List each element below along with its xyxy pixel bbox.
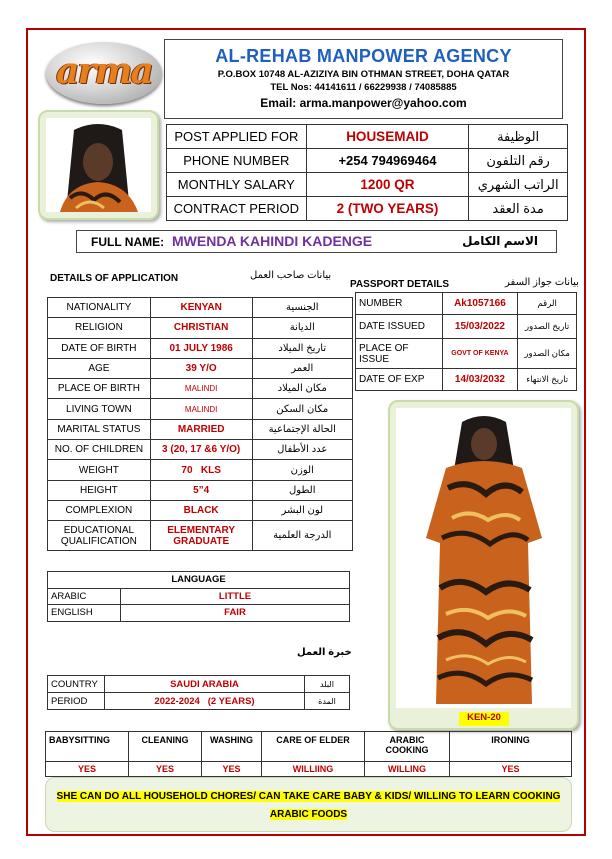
nationality-value: KENYAN [150, 298, 252, 318]
country-value: SAUDI ARABIA [105, 676, 305, 693]
application-title: DETAILS OF APPLICATION [50, 273, 179, 284]
salary-value: 1200 QR [306, 173, 469, 197]
phone-value: +254 794969464 [306, 149, 469, 173]
agency-address: P.O.BOX 10748 AL-AZIZIYA BIN OTHMAN STREET, DOHA QATAR [217, 69, 510, 80]
height-arabic: الطول [252, 480, 352, 500]
post-value: HOUSEMAID [306, 125, 469, 149]
age-value: 39 Y/O [150, 358, 252, 378]
dob-arabic: تاريخ الميلاد [252, 338, 352, 358]
phone-label: PHONE NUMBER [167, 149, 307, 173]
table-row [356, 293, 577, 315]
job-info-table [166, 124, 568, 221]
english-value: FAIR [121, 605, 350, 622]
passport-number-value: Ak1057166 [442, 293, 518, 315]
passport-exp-arabic: تاريخ الانتهاء [518, 369, 577, 391]
table-row [48, 440, 353, 460]
arabic-value: LITTLE [121, 588, 350, 605]
note-box [45, 777, 572, 832]
table-row [356, 369, 577, 391]
skills-table [45, 731, 572, 777]
marital-value: MARRIED [150, 419, 252, 439]
education-arabic: الدرجة العلمية [252, 521, 352, 551]
table-row [48, 500, 353, 520]
birthplace-label: PLACE OF BIRTH [48, 379, 151, 399]
table-row [48, 358, 353, 378]
passport-number-label: NUMBER [356, 293, 443, 315]
agency-name: AL-REHAB MANPOWER AGENCY [215, 46, 512, 66]
agency-logo [46, 42, 162, 104]
full-body-photo-frame [388, 400, 579, 730]
children-arabic: عدد الأطفال [252, 440, 352, 460]
religion-arabic: الديانة [252, 318, 352, 338]
table-row [48, 399, 353, 419]
weight-value: 70 KLS [150, 460, 252, 480]
complexion-value: BLACK [150, 500, 252, 520]
agency-email: Email: arma.manpower@yahoo.com [260, 96, 467, 110]
table-row [356, 339, 577, 369]
nationality-label: NATIONALITY [48, 298, 151, 318]
weight-arabic: الوزن [252, 460, 352, 480]
arabic-label: ARABIC [48, 588, 121, 605]
full-name-arabic: الاسم الكامل [462, 234, 538, 248]
table-row [48, 693, 350, 710]
skill-header-ironing: IRONING [450, 732, 572, 762]
table-row [48, 588, 350, 605]
education-value: ELEMENTARY GRADUATE [150, 521, 252, 551]
passport-exp-label: DATE OF EXP [356, 369, 443, 391]
table-row [356, 315, 577, 339]
skill-header-cleaning: CLEANING [129, 732, 202, 762]
passport-issued-arabic: تاريخ الصدور [518, 315, 577, 339]
living-town-label: LIVING TOWN [48, 399, 151, 419]
table-row [48, 318, 353, 338]
passport-issued-value: 15/03/2022 [442, 315, 518, 339]
table-row [48, 338, 353, 358]
contract-value: 2 (TWO YEARS) [306, 197, 469, 221]
country-label: COUNTRY [48, 676, 105, 693]
english-label: ENGLISH [48, 605, 121, 622]
religion-value: CHRISTIAN [150, 318, 252, 338]
table-row [46, 732, 572, 762]
passport-exp-value: 14/03/2032 [442, 369, 518, 391]
table-row [167, 173, 568, 197]
photo-code: KEN-20 [459, 712, 509, 726]
full-name-value: MWENDA KAHINDI KADENGE [172, 233, 373, 249]
table-row [48, 460, 353, 480]
portrait-image [46, 118, 151, 212]
weight-label: WEIGHT [48, 460, 151, 480]
passport-place-label: PLACE OF ISSUE [356, 339, 443, 369]
phone-arabic: رقم التلفون [469, 149, 568, 173]
post-label: POST APPLIED FOR [167, 125, 307, 149]
nationality-arabic: الجنسية [252, 298, 352, 318]
experience-title-arabic: خبرة العمل [297, 647, 352, 658]
table-row [48, 521, 353, 551]
experience-table [47, 675, 350, 710]
skill-value-care-of-elder: WILLIING [262, 762, 365, 777]
table-row [46, 762, 572, 777]
full-name-bar [76, 230, 557, 253]
dob-value: 01 JULY 1986 [150, 338, 252, 358]
skill-value-ironing: YES [450, 762, 572, 777]
table-row [48, 379, 353, 399]
passport-place-value: GOVT OF KENYA [442, 339, 518, 369]
table-row [167, 125, 568, 149]
period-value: 2022-2024 (2 YEARS) [105, 693, 305, 710]
note-text: SHE CAN DO ALL HOUSEHOLD CHORES/ CAN TAKE CARE BABY & KIDS/ WILLING TO LEARN COOKING ARABIC FOODS [56, 791, 561, 820]
skill-value-cleaning: YES [129, 762, 202, 777]
table-row [167, 197, 568, 221]
period-arabic: المدة [305, 693, 350, 710]
full-body-image [396, 408, 571, 708]
dob-label: DATE OF BIRTH [48, 338, 151, 358]
application-title-arabic: بيانات صاحب العمل [250, 270, 332, 281]
contract-arabic: مدة العقد [469, 197, 568, 221]
salary-arabic: الراتب الشهري [469, 173, 568, 197]
application-table [47, 297, 353, 551]
post-arabic: الوظيفة [469, 125, 568, 149]
complexion-arabic: لون البشر [252, 500, 352, 520]
age-label: AGE [48, 358, 151, 378]
table-row [48, 572, 350, 589]
full-body-photo [396, 408, 571, 708]
language-table [47, 571, 350, 622]
table-row [48, 419, 353, 439]
children-value: 3 (20, 17 &6 Y/O) [150, 440, 252, 460]
complexion-label: COMPLEXION [48, 500, 151, 520]
full-name-label: FULL NAME: [91, 235, 165, 249]
skill-value-arabic-cooking: WILLING [365, 762, 450, 777]
children-label: NO. OF CHILDREN [48, 440, 151, 460]
passport-table [355, 292, 577, 391]
birthplace-arabic: مكان الميلاد [252, 379, 352, 399]
logo-text: arma [56, 50, 152, 92]
skill-value-washing: YES [202, 762, 262, 777]
table-row [48, 298, 353, 318]
skill-header-arabic-cooking: ARABIC COOKING [365, 732, 450, 762]
contract-label: CONTRACT PERIOD [167, 197, 307, 221]
table-row [167, 149, 568, 173]
skill-header-babysitting: BABYSITTING [46, 732, 129, 762]
salary-label: MONTHLY SALARY [167, 173, 307, 197]
language-title: LANGUAGE [48, 572, 350, 589]
age-arabic: العمر [252, 358, 352, 378]
skill-header-washing: WASHING [202, 732, 262, 762]
portrait-photo [46, 118, 151, 212]
passport-title-arabic: بيانات جواز السفر [505, 277, 579, 288]
passport-issued-label: DATE ISSUED [356, 315, 443, 339]
religion-label: RELIGION [48, 318, 151, 338]
agency-header [164, 39, 563, 119]
marital-label: MARITAL STATUS [48, 419, 151, 439]
table-row [48, 676, 350, 693]
living-town-arabic: مكان السكن [252, 399, 352, 419]
skill-value-babysitting: YES [46, 762, 129, 777]
birthplace-value: MALINDI [150, 379, 252, 399]
table-row [48, 480, 353, 500]
height-value: 5”4 [150, 480, 252, 500]
period-label: PERIOD [48, 693, 105, 710]
country-arabic: البلد [305, 676, 350, 693]
education-label: EDUCATIONAL QUALIFICATION [48, 521, 151, 551]
living-town-value: MALINDI [150, 399, 252, 419]
portrait-photo-frame [38, 110, 159, 220]
marital-arabic: الحالة الإجتماعية [252, 419, 352, 439]
height-label: HEIGHT [48, 480, 151, 500]
passport-title: PASSPORT DETAILS [350, 279, 450, 290]
passport-number-arabic: الرقم [518, 293, 577, 315]
passport-place-arabic: مكان الصدور [518, 339, 577, 369]
agency-phones: TEL Nos: 44141611 / 66229938 / 74085885 [270, 82, 457, 93]
table-row [48, 605, 350, 622]
skill-header-care-of-elder: CARE OF ELDER [262, 732, 365, 762]
